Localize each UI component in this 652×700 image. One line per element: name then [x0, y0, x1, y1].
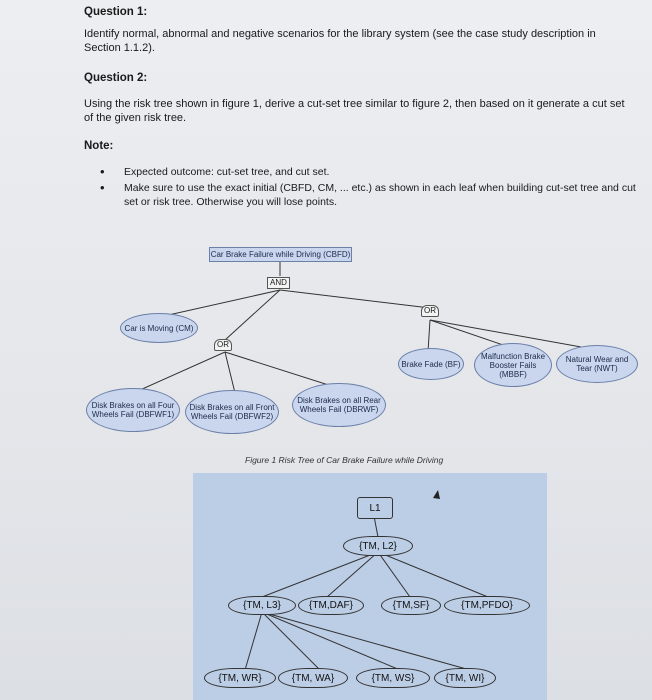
- or-gate-left: OR: [214, 339, 232, 351]
- or-gate-right: OR: [421, 305, 439, 317]
- cut-node-tm-l3: {TM, L3}: [228, 596, 296, 615]
- cursor-icon: [433, 490, 440, 499]
- cut-node-tm-daf: {TM,DAF}: [298, 596, 364, 615]
- cut-node-l1: L1: [357, 497, 393, 519]
- cut-node-tm-ws: {TM, WS}: [356, 668, 430, 688]
- cut-node-tm-wr: {TM, WR}: [204, 668, 276, 688]
- cut-node-tm-l2: {TM, L2}: [343, 536, 413, 556]
- question-1-text: Identify normal, abnormal and negative scenarios for the library system (see the case study description in Section 1.1.2).: [84, 28, 596, 54]
- risk-node-dbfwf1: Disk Brakes on all Four Wheels Fail (DBFWF1): [86, 388, 180, 432]
- note-item-2: • Make sure to use the exact initial (CBFD, CM, ... etc.) as shown in each leaf when building cut-set tree and cut set or risk tree. Otherwise you will lose points.: [100, 181, 640, 209]
- question-1-title: Question 1:: [84, 6, 148, 18]
- risk-node-bf: Brake Fade (BF): [398, 348, 464, 380]
- question-2-text: Using the risk tree shown in figure 1, derive a cut-set tree similar to figure 2, then based on it generate a cut set of the given risk tree.: [84, 98, 625, 124]
- risk-node-mbbf: Malfunction Brake Booster Fails (MBBF): [474, 343, 552, 387]
- risk-node-nwt: Natural Wear and Tear (NWT): [556, 345, 638, 383]
- cut-node-tm-sf: {TM,SF}: [381, 596, 441, 615]
- risk-node-cm: Car is Moving (CM): [120, 313, 198, 343]
- risk-node-dbrwf: Disk Brakes on all Rear Wheels Fail (DBRWF): [292, 383, 386, 427]
- risk-root-cbfd: Car Brake Failure while Driving (CBFD): [209, 247, 352, 262]
- cut-node-tm-wa: {TM, WA}: [278, 668, 348, 688]
- note-item-1: • Expected outcome: cut-set tree, and cut set.: [100, 165, 640, 179]
- cut-node-tm-pfdo: {TM,PFDO}: [444, 596, 530, 615]
- note-title: Note:: [84, 140, 114, 152]
- cut-node-tm-wi: {TM, WI}: [434, 668, 496, 688]
- figure-1-caption: Figure 1 Risk Tree of Car Brake Failure while Driving: [245, 455, 444, 465]
- risk-node-dbfwf2: Disk Brakes on all Front Wheels Fail (DBFWF2): [185, 390, 279, 434]
- and-gate: AND: [267, 277, 290, 289]
- question-2-title: Question 2:: [84, 72, 148, 84]
